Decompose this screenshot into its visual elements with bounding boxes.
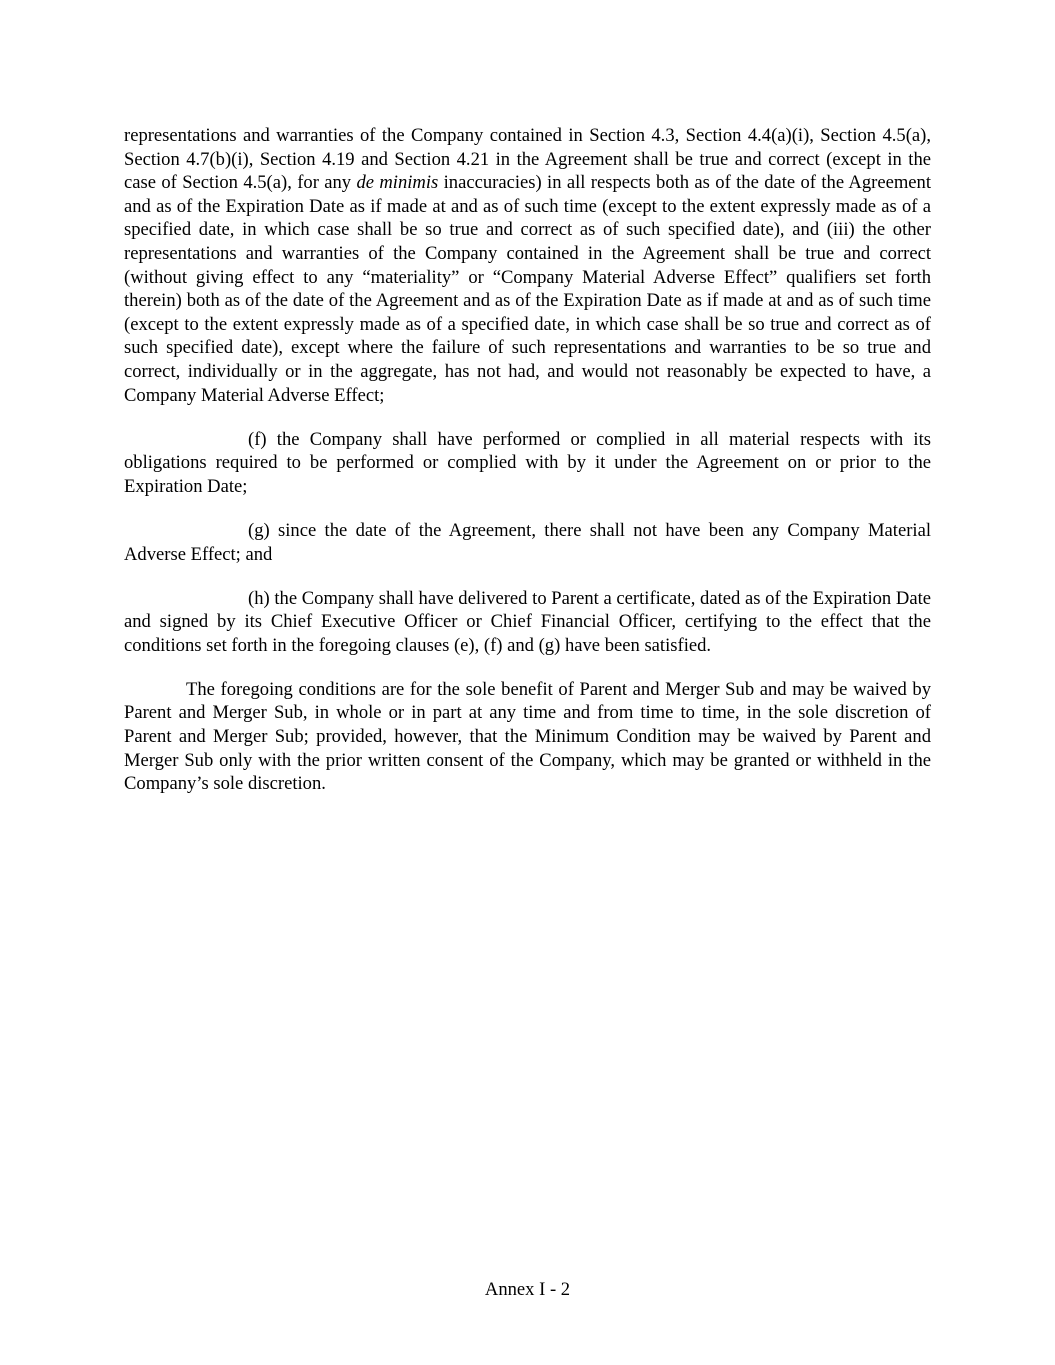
clause-f: (f) the Company shall have performed or complied in all material respects with its obligations required to be performed or complied with by it under the Agreement on or prior to the Expiration Date; <box>124 428 931 497</box>
paragraph-text: representations and warranties of the Company contained in Section 4.3, Section 4.4(a)(i), Section 4.5(a), Section 4.7(b)(i), Section 4.19 and Section 4.21 in the Agreement shall be true and correct (except in the case of Section 4.5(a), for any <box>124 125 931 194</box>
closing-paragraph: The foregoing conditions are for the sole benefit of Parent and Merger Sub and may be waived by Parent and Merger Sub, in whole or in part at any time and from time to time, in the sole discretion of Parent and Merger Sub; provided, however, that the Minimum Condition may be waived by Parent and Merger Sub only with the prior written consent of the Company, which may be granted or withheld in the Company’s sole discretion. <box>124 678 931 795</box>
clause-g: (g) since the date of the Agreement, there shall not have been any Company Material Adverse Effect; and <box>124 519 931 565</box>
italic-term: de minimis <box>356 172 439 194</box>
paragraph-representations <box>124 124 931 407</box>
document-body <box>124 124 931 816</box>
page-footer: Annex I - 2 <box>484 1279 571 1300</box>
clause-h: (h) the Company shall have delivered to Parent a certificate, dated as of the Expiration Date and signed by its Chief Executive Officer or Chief Financial Officer, certifying to the effect that the conditions set forth in the foregoing clauses (e), (f) and (g) have been satisfied. <box>124 587 931 656</box>
paragraph-text: inaccuracies) in all respects both as of the date of the Agreement and as of the Expiration Date as if made at and as of such time (except to the extent expressly made as of a specified date, in which case shall be so true and correct as of such specified date), and (iii) the other representations and warranties of the Company contained in the Agreement shall be true and correct (without giving effect to any “materiality” or “Company Material Adverse Effect” qualifiers set forth therein) both as of the date of the Agreement and as of the Expiration Date as if made at and as of such time (except to the extent expressly made as of a specified date, in which case shall be so true and correct as of such specified date), except where the failure of such representations and warranties to be so true and correct, individually or in the aggregate, has not had, and would not reasonably be expected to have, a Company Material Adverse Effect; <box>124 172 931 406</box>
